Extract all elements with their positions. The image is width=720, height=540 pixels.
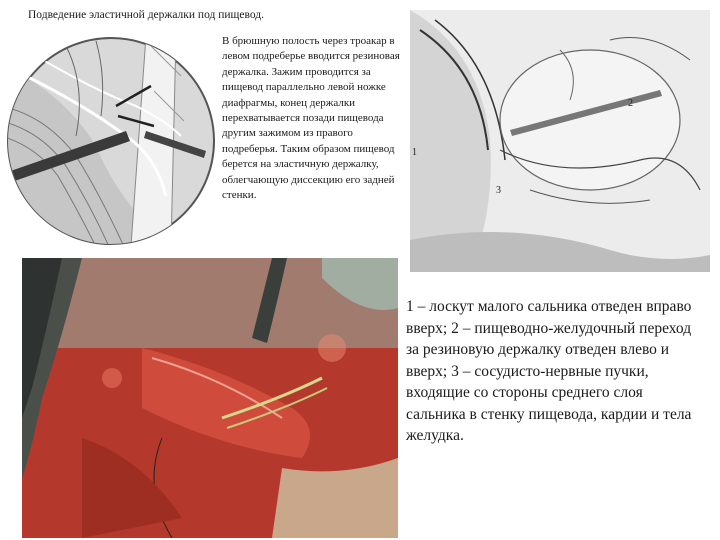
laparoscopic-view-illustration: [6, 36, 216, 246]
figure-legend: 1 – лоскут малого сальника отведен вправо вверх; 2 – пищеводно-желудочный переход за резиновую держалку отведен влево и вверх; 3 – сосудисто-нервные пучки, входящие со стороны среднего слоя сальника в стенку пищевода, кардии и тела желудка.: [406, 298, 692, 444]
drawing-label-3: 3: [496, 185, 501, 196]
surgical-photo: [22, 258, 398, 538]
drawing-label-2: 2: [628, 98, 633, 109]
title-caption: Подведение эластичной держалки под пищевод.: [28, 9, 264, 21]
procedure-description: В брюшную полость через троакар в левом подреберье вводится резиновая держалка. Зажим проводится за пищевод параллельно левой ножке диафрагмы, конец держалки перехватывается позади пищевода другим зажимом из правого подреберья. Таким образом пищевод берется на эластичную держалку, облегчающую диссекцию его задней стенки.: [222, 35, 400, 202]
anatomical-drawing: [410, 10, 710, 272]
drawing-label-1: 1: [412, 147, 417, 158]
